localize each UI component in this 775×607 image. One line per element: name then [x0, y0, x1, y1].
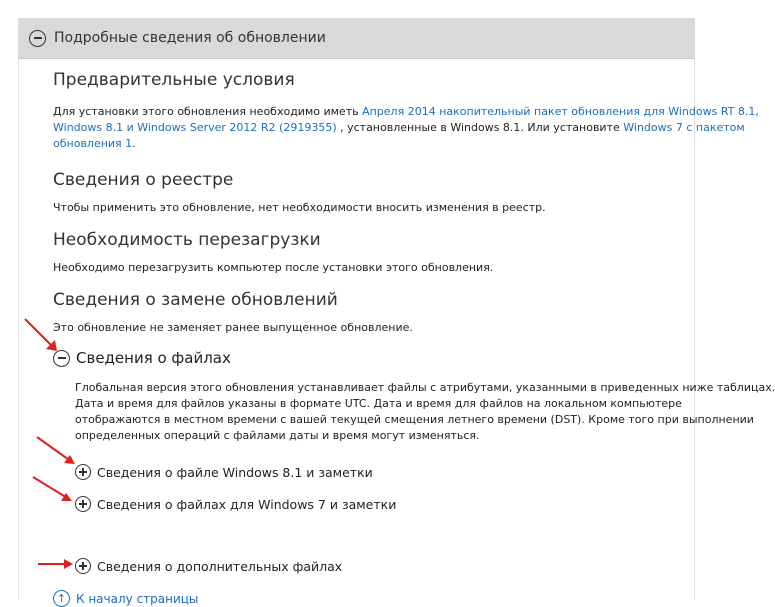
up-arrow-icon[interactable]: ↑ — [53, 590, 70, 607]
additional-files-header[interactable] — [75, 558, 342, 574]
annotation-arrow — [34, 434, 78, 468]
file-info-desc-line: Дата и время для файлов указаны в формате UTC. Дата и время для файлов на локальном компьютере — [75, 397, 682, 410]
prerequisites-heading: Предварительные условия — [53, 70, 295, 90]
rollup-update-link-continued[interactable]: Windows 8.1 и Windows Server 2012 R2 (2919355) — [53, 121, 337, 134]
additional-files-label: Сведения о дополнительных файлах — [97, 558, 343, 574]
restart-text: Необходимо перезагрузить компьютер после установки этого обновления. — [53, 261, 494, 274]
win81-file-info-header[interactable] — [75, 464, 373, 480]
back-to-top-clip — [53, 590, 253, 606]
update-details-accordion-header[interactable] — [18, 18, 695, 59]
back-to-top-link[interactable] — [53, 590, 253, 607]
expand-icon[interactable] — [75, 496, 91, 512]
registry-text: Чтобы применить это обновление, нет необходимости вносить изменения в реестр. — [53, 201, 546, 214]
file-info-description — [75, 380, 775, 444]
prerequisites-line-1 — [53, 104, 759, 120]
annotation-arrow — [36, 556, 76, 572]
windows7-sp1-link-continued[interactable]: обновления 1 — [53, 137, 133, 150]
replacement-text: Это обновление не заменяет ранее выпущенное обновление. — [53, 321, 413, 334]
windows7-sp1-link[interactable]: Windows 7 с пакетом — [623, 121, 745, 134]
accordion-title: Подробные сведения об обновлении — [54, 30, 326, 46]
file-info-desc-line: определенных операций с файлами даты и время могут изменяться. — [75, 429, 480, 442]
win7-file-info-header[interactable] — [75, 496, 396, 512]
prerequisites-text-end: . — [132, 137, 136, 150]
prerequisites-text-mid: , установленные в Windows 8.1. Или установите — [336, 121, 624, 134]
restart-heading: Необходимость перезагрузки — [53, 230, 321, 250]
rollup-update-link[interactable]: Апреля 2014 накопительный пакет обновления для Windows RT 8.1, — [362, 105, 759, 118]
content-border-left — [18, 58, 19, 600]
annotation-arrow — [30, 474, 76, 506]
file-info-desc-line: Глобальная версия этого обновления устанавливает файлы с атрибутами, указанными в приведенных ниже таблицах. — [75, 381, 775, 394]
file-info-desc-line: отображаются в местном времени с вашей текущей смещения летнего времени (DST). Кроме того при выполнении — [75, 413, 754, 426]
win81-file-info-label: Сведения о файле Windows 8.1 и заметки — [97, 464, 373, 480]
prerequisites-line-2 — [53, 120, 745, 136]
collapse-icon[interactable] — [29, 30, 46, 47]
file-info-section-header[interactable] — [53, 349, 231, 367]
prerequisites-text: Для установки этого обновления необходимо иметь — [53, 105, 363, 118]
win7-file-info-label: Сведения о файлах для Windows 7 и заметки — [97, 496, 397, 512]
annotation-arrow — [22, 316, 62, 356]
prerequisites-line-3 — [53, 136, 136, 152]
file-info-heading: Сведения о файлах — [76, 349, 231, 367]
replacement-heading: Сведения о замене обновлений — [53, 290, 338, 310]
expand-icon[interactable] — [75, 558, 91, 574]
registry-heading: Сведения о реестре — [53, 170, 234, 190]
back-to-top-label: К началу страницы — [76, 591, 199, 606]
content-border-right — [694, 58, 695, 600]
